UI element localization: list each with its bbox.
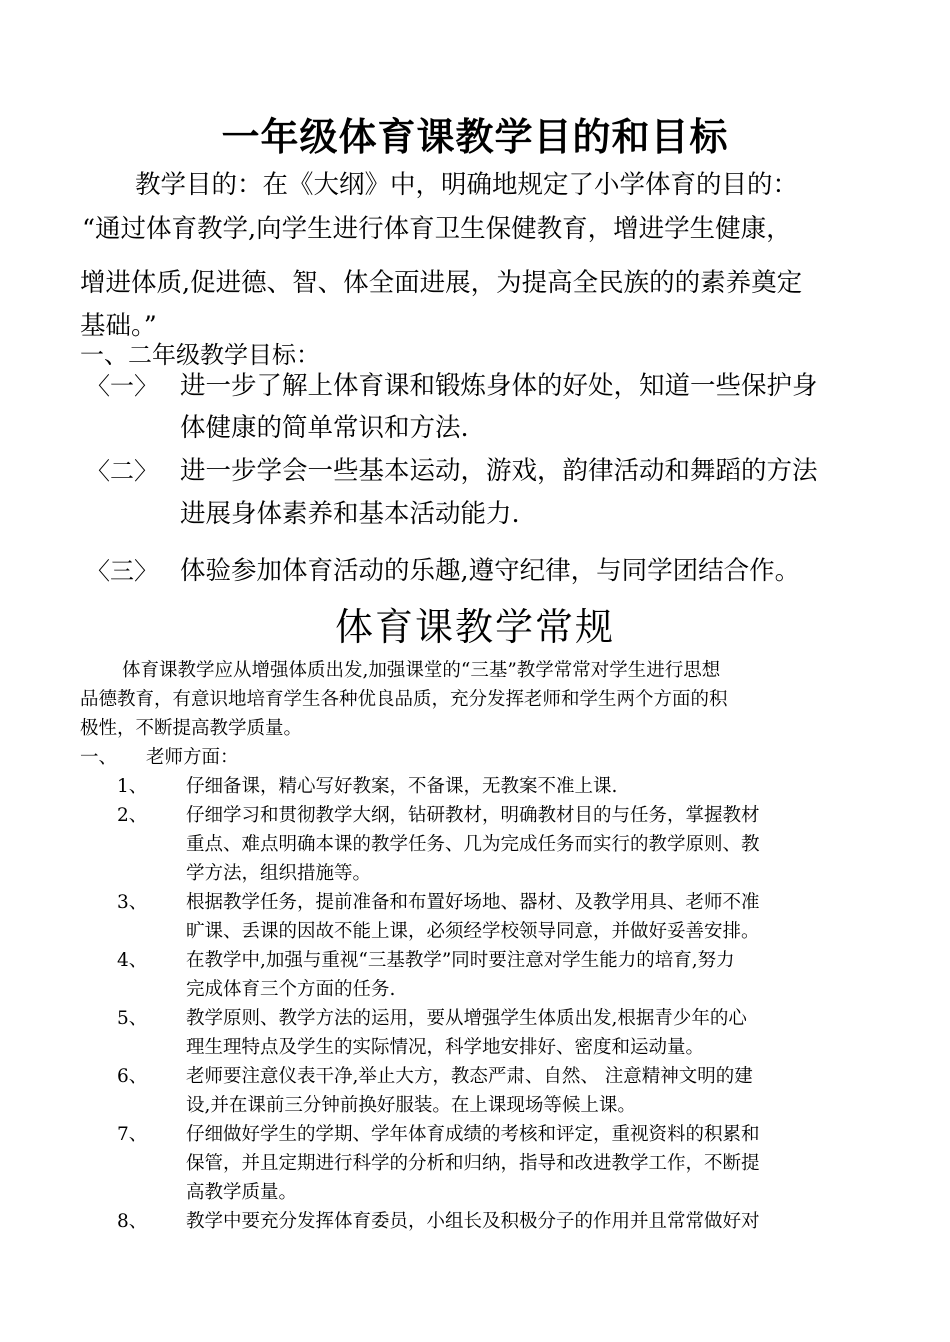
goal-label-1: 〈一〉 [86,372,158,400]
item-4-line-1: 在教学中,加强与重视“三基教学”同时要注意对学生能力的培育,努力 [186,950,735,971]
intro-line-1: 体育课教学应从增强体质出发,加强课堂的“三基”教学常常对学生进行思想 [122,660,721,681]
item-8-line-1: 教学中要充分发挥体育委员，小组长及积极分子的作用并且常常做好对 [186,1211,760,1232]
item-5-line-2: 理生理特点及学生的实际情况，科学地安排好、密度和运动量。 [186,1037,705,1058]
item-number-7: 7、 [117,1124,148,1145]
item-2-line-2: 重点、难点明确本课的教学任务、几为完成任务而实行的教学原则、教 [186,834,760,855]
item-1-line-1: 仔细备课，精心写好教案，不备课，无教案不准上课. [186,776,618,797]
goal-3-line-1: 体验参加体育活动的乐趣,遵守纪律，与同学团结合作。 [180,556,801,586]
item-7-line-2: 保管，并且定期进行科学的分析和归纳，指导和改进教学工作，不断提 [186,1153,760,1174]
intro-line-2: 品德教育，有意识地培育学生各种优良品质，充分发挥老师和学生两个方面的积 [80,689,728,710]
purpose-line-3: 增进体质,促进德、智、体全面进展，为提高全民族的的素养奠定 [80,268,803,298]
purpose-line-1: 教学目的：在《大纲》中，明确地规定了小学体育的目的： [135,170,799,200]
item-number-4: 4、 [117,950,148,971]
list-item [186,801,876,888]
list-item [186,1062,876,1120]
item-number-6: 6、 [117,1066,148,1087]
list-item [186,772,876,801]
list-item [186,888,876,946]
item-5-line-1: 教学原则、教学方法的运用，要从增强学生体质出发,根据青少年的心 [186,1008,747,1029]
item-6-line-1: 老师要注意仪表干净,举止大方，教态严肃、自然、 注意精神文明的建 [186,1066,753,1087]
purpose-line-4: 基础。” [80,311,157,341]
intro-line-3: 极性，不断提高教学质量。 [80,718,303,739]
item-6-line-2: 设,并在课前三分钟前换好服装。在上课现场等候上课。 [186,1095,636,1116]
item-number-8: 8、 [117,1211,148,1232]
section-title: 体育课教学常规 [334,605,615,649]
purpose-line-2: “通过体育教学,向学生进行体育卫生保健教育，增进学生健康， [82,214,792,244]
goal-1-line-2: 体健康的简单常识和方法. [180,413,469,443]
item-7-line-3: 高教学质量。 [186,1182,298,1203]
goal-2-line-1: 进一步学会一些基本运动，游戏，韵律活动和舞蹈的方法 [180,456,818,486]
item-3-line-2: 旷课、丢课的因故不能上课，必须经学校领导同意，并做好妥善安排。 [186,921,760,942]
item-2-line-1: 仔细学习和贯彻教学大纲，钻研教材，明确教材目的与任务，掌握教材 [186,805,760,826]
goal-label-2: 〈二〉 [86,457,158,485]
section-label: 老师方面： [146,747,239,768]
section-number: 一、 [80,747,118,768]
item-4-line-2: 完成体育三个方面的任务. [186,979,396,1000]
list-item [186,946,876,1004]
list-item [186,1207,876,1236]
list-item [186,1120,876,1207]
item-2-line-3: 学方法，组织措施等。 [186,863,372,884]
item-number-2: 2、 [117,805,148,826]
item-7-line-1: 仔细做好学生的学期、学年体育成绩的考核和评定，重视资料的积累和 [186,1124,760,1145]
goal-2-line-2: 进展身体素养和基本活动能力. [180,499,520,529]
goal-label-3: 〈三〉 [86,557,158,585]
page-title: 一年级体育课教学目的和目标 [221,115,729,159]
item-number-3: 3、 [117,892,148,913]
goals-heading: 一、二年级教学目标： [80,341,320,369]
item-number-1: 1、 [117,776,148,797]
item-number-5: 5、 [117,1008,148,1029]
goal-1-line-1: 进一步了解上体育课和锻炼身体的好处，知道一些保护身 [180,371,818,401]
item-3-line-1: 根据教学任务，提前准备和布置好场地、器材、及教学用具、老师不准 [186,892,760,913]
list-item [186,1004,876,1062]
